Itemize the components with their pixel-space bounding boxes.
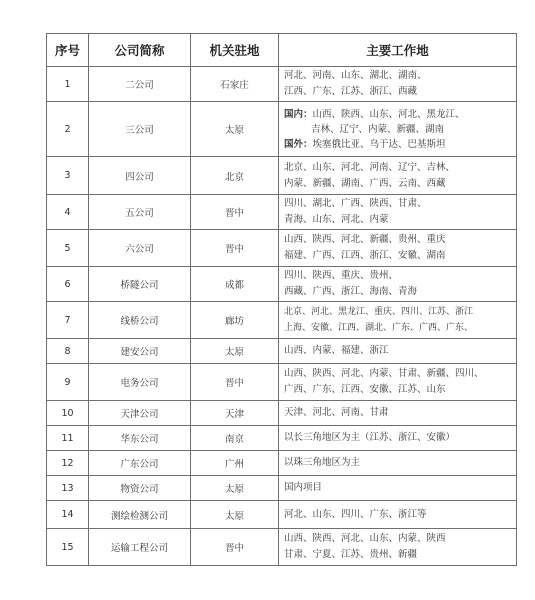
table-header-row <box>47 34 517 67</box>
work-area-line: 北京、山东、河北、河南、辽宁、吉林、 <box>284 161 456 173</box>
work-area-line: 四川、湖北、广西、陕西、甘肃、 <box>284 198 427 209</box>
row-number: 13 <box>47 476 89 501</box>
row-number: 9 <box>47 364 89 401</box>
table-row <box>47 339 517 364</box>
work-area-line: 上海、安徽、江西、湖北、广东、广西、广东、 <box>284 323 474 333</box>
work-area-line: 青海、山东、河北、内蒙 <box>284 214 389 225</box>
work-areas <box>279 529 517 566</box>
company-name: 桥隧公司 <box>89 267 191 302</box>
row-number: 14 <box>47 501 89 529</box>
work-areas <box>279 267 517 302</box>
row-number: 5 <box>47 230 89 267</box>
work-area-line: 河北、河南、山东、湖北、湖南、 <box>284 70 427 81</box>
table-row <box>47 476 517 501</box>
row-number: 1 <box>47 67 89 102</box>
office-location: 晋中 <box>191 230 279 267</box>
office-location: 北京 <box>191 157 279 195</box>
work-area-line: 广西、广东、江西、安徽、江苏、山东 <box>284 384 446 395</box>
header-company: 公司简称 <box>89 34 191 67</box>
work-areas <box>279 339 517 364</box>
office-location: 太原 <box>191 102 279 157</box>
table-row <box>47 501 517 529</box>
company-name: 四公司 <box>89 157 191 195</box>
work-area-line: 山西、陕西、河北、新疆、贵州、重庆 <box>284 234 446 245</box>
table-row <box>47 401 517 426</box>
row-number: 3 <box>47 157 89 195</box>
work-area-line: 以珠三角地区为主 <box>284 457 361 468</box>
row-number: 11 <box>47 426 89 451</box>
work-areas <box>279 401 517 426</box>
foreign-label: 国外： <box>284 138 313 150</box>
work-area-line: 河北、山东、四川、广东、浙江等 <box>284 508 427 520</box>
company-name: 三公司 <box>89 102 191 157</box>
work-areas <box>279 364 517 401</box>
office-location: 晋中 <box>191 364 279 401</box>
work-area-line: 以长三角地区为主（江苏、浙江、安徽） <box>284 432 456 443</box>
company-name: 线桥公司 <box>89 302 191 339</box>
domestic-areas: 山西、陕西、山东、河北、黑龙江、 <box>312 108 465 120</box>
office-location: 太原 <box>191 339 279 364</box>
company-table <box>46 33 517 566</box>
table-row <box>47 302 517 339</box>
table-row <box>47 102 517 157</box>
work-area-line: 山西、陕西、河北、内蒙、甘肃、新疆、四川、 <box>284 368 484 379</box>
table-row <box>47 267 517 302</box>
company-name: 物资公司 <box>89 476 191 501</box>
table-row <box>47 364 517 401</box>
work-area-line: 国内项目 <box>284 482 323 493</box>
row-number: 4 <box>47 195 89 230</box>
work-areas <box>279 451 517 476</box>
work-areas <box>279 102 517 157</box>
company-name: 建安公司 <box>89 339 191 364</box>
company-name: 五公司 <box>89 195 191 230</box>
work-area-line: 四川、陕西、重庆、贵州、 <box>284 270 399 281</box>
domestic-label: 国内： <box>284 108 313 120</box>
row-number: 6 <box>47 267 89 302</box>
office-location: 成都 <box>191 267 279 302</box>
work-areas <box>279 476 517 501</box>
office-location: 广州 <box>191 451 279 476</box>
company-name: 二公司 <box>89 67 191 102</box>
work-areas <box>279 426 517 451</box>
work-area-line: 天津、河北、河南、甘肃 <box>284 407 389 418</box>
header-seat: 机关驻地 <box>191 34 279 67</box>
row-number: 8 <box>47 339 89 364</box>
office-location: 晋中 <box>191 195 279 230</box>
work-areas <box>279 230 517 267</box>
company-name: 运输工程公司 <box>89 529 191 566</box>
office-location: 太原 <box>191 501 279 529</box>
work-area-line: 江西、广东、江苏、浙江、西藏 <box>284 86 418 97</box>
company-name: 测绘检测公司 <box>89 501 191 529</box>
office-location: 石家庄 <box>191 67 279 102</box>
work-areas <box>279 195 517 230</box>
work-area-line: 山西、陕西、河北、山东、内蒙、陕西 <box>284 533 446 544</box>
office-location: 晋中 <box>191 529 279 566</box>
company-name: 广东公司 <box>89 451 191 476</box>
domestic-line <box>284 107 516 122</box>
work-area-line: 北京、河北、黑龙江、重庆、四川、江苏、浙江 <box>284 307 474 317</box>
work-areas <box>279 67 517 102</box>
header-areas: 主要工作地 <box>279 34 517 67</box>
row-number: 2 <box>47 102 89 157</box>
work-areas <box>279 501 517 529</box>
work-areas <box>279 157 517 195</box>
row-number: 10 <box>47 401 89 426</box>
table-row <box>47 195 517 230</box>
table-row <box>47 67 517 102</box>
work-area-line: 内蒙、新疆、湖南、广西、云南、西藏 <box>284 177 446 189</box>
office-location: 天津 <box>191 401 279 426</box>
work-area-line: 山西、内蒙、福建、浙江 <box>284 345 389 356</box>
table-row <box>47 157 517 195</box>
table-row <box>47 529 517 566</box>
domestic-line-2: 吉林、辽宁、内蒙、新疆、湖南 <box>311 123 445 135</box>
company-name: 六公司 <box>89 230 191 267</box>
work-area-line: 甘肃、宁夏、江苏、贵州、新疆 <box>284 549 418 560</box>
foreign-areas: 埃塞俄比亚、乌干达、巴基斯坦 <box>312 138 446 150</box>
office-location: 廊坊 <box>191 302 279 339</box>
work-areas <box>279 302 517 339</box>
row-number: 12 <box>47 451 89 476</box>
table-row <box>47 230 517 267</box>
work-area-line: 福建、广西、江西、浙江、安徽、湖南 <box>284 250 446 261</box>
row-number: 7 <box>47 302 89 339</box>
row-number: 15 <box>47 529 89 566</box>
table-row <box>47 426 517 451</box>
company-name: 华东公司 <box>89 426 191 451</box>
foreign-line <box>284 137 516 152</box>
company-name: 天津公司 <box>89 401 191 426</box>
work-area-line: 西藏、广西、浙江、海南、青海 <box>284 286 418 297</box>
company-name: 电务公司 <box>89 364 191 401</box>
office-location: 太原 <box>191 476 279 501</box>
office-location: 南京 <box>191 426 279 451</box>
header-no: 序号 <box>47 34 89 67</box>
table-row <box>47 451 517 476</box>
